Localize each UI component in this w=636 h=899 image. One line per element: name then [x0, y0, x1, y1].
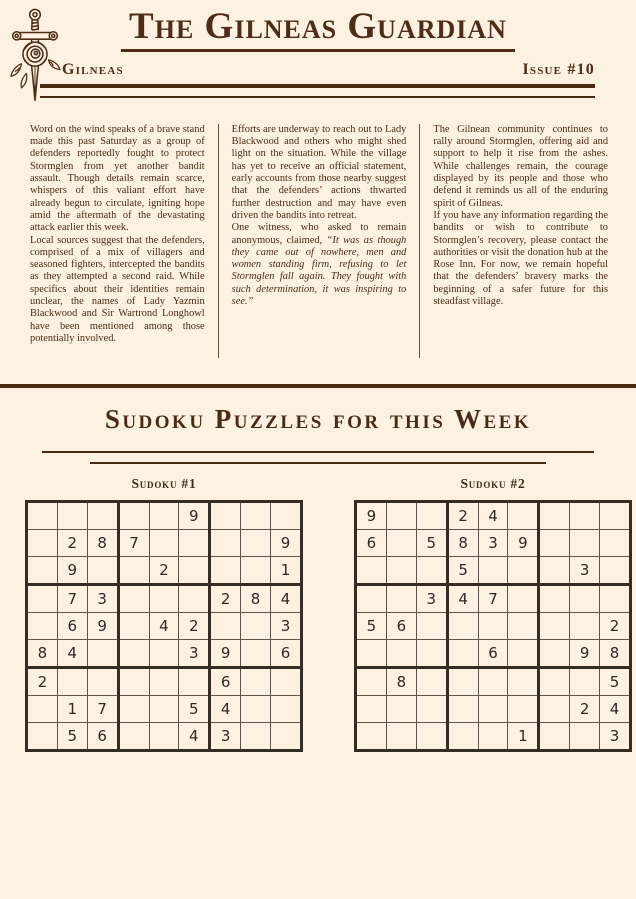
- sudoku-cell: 5: [356, 612, 387, 639]
- sudoku-cell: [149, 667, 179, 695]
- sudoku-cell: [149, 695, 179, 722]
- sudoku-cell: [447, 639, 478, 667]
- sudoku-cell: [241, 639, 271, 667]
- sudoku-cell: [386, 722, 416, 750]
- sudoku-cell: 8: [241, 584, 271, 612]
- sudoku-cell: [508, 695, 539, 722]
- sudoku-cell: [356, 556, 387, 584]
- sudoku-cell: [539, 529, 570, 556]
- sudoku-cell: [600, 584, 631, 612]
- sudoku-cell: 6: [478, 639, 508, 667]
- sudoku-1-label: Sudoku #1: [131, 475, 197, 491]
- sudoku-cell: [57, 667, 87, 695]
- sudoku-cell: [508, 612, 539, 639]
- article-column-2: [218, 124, 420, 358]
- sudoku-cell: [478, 722, 508, 750]
- masthead: [0, 0, 636, 98]
- sudoku-cell: [416, 501, 447, 529]
- sudoku-cell: [118, 722, 149, 750]
- sudoku-cell: [241, 695, 271, 722]
- sudoku-cell: 4: [149, 612, 179, 639]
- dagger-rose-icon: [6, 6, 64, 108]
- sudoku-cell: [570, 501, 600, 529]
- sudoku-cell: 4: [478, 501, 508, 529]
- sudoku-cell: [600, 556, 631, 584]
- sudoku-cell: 7: [87, 695, 118, 722]
- sudoku-cell: [386, 529, 416, 556]
- sudoku-cell: [447, 695, 478, 722]
- sudoku-cell: [241, 612, 271, 639]
- sudoku-cell: 2: [179, 612, 210, 639]
- sudoku-cell: 5: [57, 722, 87, 750]
- sudoku-puzzle-2: [354, 476, 632, 752]
- paper-title: The Gilneas Guardian: [121, 8, 515, 52]
- sudoku-cell: [570, 529, 600, 556]
- sudoku-cell: [356, 639, 387, 667]
- sudoku-cell: 1: [271, 556, 302, 584]
- sudoku-cell: 7: [57, 584, 87, 612]
- sudoku-cell: 2: [57, 529, 87, 556]
- sudoku-cell: [386, 639, 416, 667]
- sudoku-cell: [271, 501, 302, 529]
- sudoku-cell: [210, 612, 241, 639]
- sudoku-cell: [478, 695, 508, 722]
- witness-quote: “It was as though they came out of nowhere, men and women standing firm, refusing to let Stormglen fall again. They fought with such determination, it was inspiring to see.”: [231, 234, 407, 307]
- sudoku-cell: [118, 556, 149, 584]
- sudoku-cell: [241, 556, 271, 584]
- sudoku-cell: [118, 695, 149, 722]
- sudoku-cell: [210, 556, 241, 584]
- sudoku-cell: 2: [149, 556, 179, 584]
- sudoku-cell: [210, 501, 241, 529]
- sudoku-cell: 7: [118, 529, 149, 556]
- sudoku-cell: 4: [179, 722, 210, 750]
- masthead-location: Gilneas: [62, 60, 124, 78]
- sudoku-cell: 3: [87, 584, 118, 612]
- sudoku-cell: [386, 695, 416, 722]
- sudoku-cell: 1: [508, 722, 539, 750]
- sudoku-cell: [149, 584, 179, 612]
- sudoku-cell: 3: [271, 612, 302, 639]
- sudoku-cell: 4: [447, 584, 478, 612]
- sudoku-cell: [416, 695, 447, 722]
- sudoku-cell: [118, 612, 149, 639]
- sudoku-cell: 8: [386, 667, 416, 695]
- sudoku-cell: [179, 529, 210, 556]
- sudoku-cell: 9: [508, 529, 539, 556]
- sudoku-cell: 9: [271, 529, 302, 556]
- sudoku-cell: 8: [447, 529, 478, 556]
- sudoku-cell: [356, 695, 387, 722]
- masthead-rule-thin: [40, 96, 595, 98]
- sudoku-cell: [478, 667, 508, 695]
- sudoku-cell: [87, 556, 118, 584]
- sudoku-cell: [386, 584, 416, 612]
- sudoku-cell: 5: [416, 529, 447, 556]
- sudoku-cell: [271, 722, 302, 750]
- sudoku-cell: 9: [210, 639, 241, 667]
- sudoku-cell: 4: [271, 584, 302, 612]
- sudoku-cell: [508, 584, 539, 612]
- sudoku-cell: [508, 667, 539, 695]
- sudoku-cell: 3: [210, 722, 241, 750]
- sudoku-cell: 8: [600, 639, 631, 667]
- sudoku-cell: [356, 722, 387, 750]
- sudoku-cell: [149, 501, 179, 529]
- sudoku-cell: [356, 584, 387, 612]
- sudoku-cell: [271, 667, 302, 695]
- sudoku-cell: 5: [447, 556, 478, 584]
- sudoku-cell: [539, 639, 570, 667]
- sudoku-cell: 6: [271, 639, 302, 667]
- sudoku-cell: [27, 501, 58, 529]
- sudoku-cell: 6: [356, 529, 387, 556]
- sudoku-cell: 7: [478, 584, 508, 612]
- sudoku-cell: [508, 556, 539, 584]
- masthead-rule-thick: [40, 84, 595, 88]
- sudoku-cell: [416, 639, 447, 667]
- masthead-issue: Issue #10: [522, 60, 595, 78]
- sudoku-cell: [118, 584, 149, 612]
- sudoku-cell: [149, 529, 179, 556]
- sudoku-cell: [478, 612, 508, 639]
- sudoku-cell: [539, 667, 570, 695]
- sudoku-cell: [447, 612, 478, 639]
- sudoku-cell: [600, 529, 631, 556]
- sudoku-cell: 3: [570, 556, 600, 584]
- sudoku-cell: [241, 667, 271, 695]
- sudoku-cell: [87, 501, 118, 529]
- sudoku-cell: [210, 529, 241, 556]
- sudoku-cell: 4: [210, 695, 241, 722]
- sudoku-title-rule-2: [90, 462, 546, 464]
- sudoku-cell: 9: [57, 556, 87, 584]
- sudoku-cell: [149, 722, 179, 750]
- sudoku-cell: [27, 556, 58, 584]
- sudoku-cell: 2: [447, 501, 478, 529]
- sudoku-cell: [416, 722, 447, 750]
- sudoku-section-title: Sudoku Puzzles for this Week: [104, 403, 532, 434]
- sudoku-cell: 3: [478, 529, 508, 556]
- article-paragraph: Efforts are underway to reach out to Lady Blackwood and others who might shed light on the situation. While the village has yet to receive an official statement, early accounts from those nearby suggest that the defenders’ actions thwarted further destruction and may have even driven the bandits into retreat.: [231, 123, 407, 221]
- sudoku-grid-2: [354, 500, 632, 752]
- sudoku-cell: 6: [386, 612, 416, 639]
- sudoku-cell: [539, 501, 570, 529]
- article-paragraph: Local sources suggest that the defenders, comprised of a mix of villagers and seasoned fighters, intercepted the bandits as they attempted a second raid. While specifics about their identities remain unclear, the names of Lady Yazmin Blackwood and Sir Wartrond Longhowl have been mentioned among those potentially involved.: [30, 234, 205, 344]
- sudoku-cell: [570, 584, 600, 612]
- sudoku-cell: 4: [57, 639, 87, 667]
- article-paragraph: The Gilnean community continues to rally around Stormglen, offering aid and support to help it rise from the ashes. While challenges remain, the courage displayed by its people and those who defend it reminds us all of the enduring spirit of Gilneas.: [433, 123, 609, 209]
- sudoku-cell: [570, 612, 600, 639]
- sudoku-cell: [416, 556, 447, 584]
- sudoku-cell: [271, 695, 302, 722]
- sudoku-cell: [478, 556, 508, 584]
- article-paragraph: Word on the wind speaks of a brave stand made this past Saturday as a group of defenders reportedly fought to protect Stormglen from yet another bandit assault. Though details remain scarce, whispers of this valiant effort have already begun to circulate, igniting hope amid the aftermath of the devastating attack earlier this week.: [30, 123, 205, 234]
- sudoku-cell: [539, 612, 570, 639]
- sudoku-cell: 2: [27, 667, 58, 695]
- sudoku-cell: [27, 722, 58, 750]
- sudoku-title-rule-1: [42, 451, 594, 453]
- sudoku-cell: [27, 612, 58, 639]
- articles-section: [26, 124, 610, 358]
- sudoku-cell: 2: [600, 612, 631, 639]
- sudoku-cell: [241, 722, 271, 750]
- sudoku-cell: [416, 667, 447, 695]
- sudoku-cell: 9: [87, 612, 118, 639]
- sudoku-cell: 2: [210, 584, 241, 612]
- article-paragraph: If you have any information regarding the bandits or wish to contribute to Stormglen’s recovery, please contact the authorities or visit the donation hub at the Rose Inn. For now, we remain hopeful that the defenders’ bravery marks the beginning of a safer future for this steadfast village.: [433, 209, 609, 307]
- sudoku-cell: [27, 584, 58, 612]
- sudoku-cell: [241, 529, 271, 556]
- sudoku-cell: [570, 722, 600, 750]
- witness-lead-text: One witness, who asked to remain anonymous, claimed,: [231, 222, 407, 246]
- sudoku-cell: [539, 695, 570, 722]
- sudoku-cell: [539, 584, 570, 612]
- sudoku-cell: 5: [179, 695, 210, 722]
- sudoku-cell: [27, 695, 58, 722]
- paper-title-wrap: [0, 8, 636, 52]
- sudoku-cell: 3: [179, 639, 210, 667]
- sudoku-cell: [57, 501, 87, 529]
- sudoku-cell: 9: [356, 501, 387, 529]
- sudoku-cell: [118, 639, 149, 667]
- sudoku-cell: [447, 667, 478, 695]
- sudoku-cell: [149, 639, 179, 667]
- sudoku-cell: [447, 722, 478, 750]
- article-paragraph: [232, 222, 407, 308]
- sudoku-grid-1: [25, 500, 303, 752]
- sudoku-cell: [508, 501, 539, 529]
- sudoku-puzzles-row: [0, 476, 636, 752]
- sudoku-cell: 3: [416, 584, 447, 612]
- sudoku-cell: 9: [570, 639, 600, 667]
- sudoku-puzzle-1: [25, 476, 303, 752]
- sudoku-cell: 3: [600, 722, 631, 750]
- sudoku-cell: 1: [57, 695, 87, 722]
- article-column-1: [26, 124, 218, 358]
- sudoku-cell: 6: [87, 722, 118, 750]
- sudoku-cell: [87, 639, 118, 667]
- sudoku-cell: [118, 667, 149, 695]
- sudoku-section: [0, 384, 636, 752]
- sudoku-cell: [600, 501, 631, 529]
- sudoku-cell: [179, 667, 210, 695]
- sudoku-cell: 5: [600, 667, 631, 695]
- masthead-row: [62, 61, 595, 79]
- sudoku-cell: 8: [27, 639, 58, 667]
- sudoku-cell: [539, 556, 570, 584]
- sudoku-cell: [386, 556, 416, 584]
- sudoku-cell: [570, 667, 600, 695]
- sudoku-cell: [241, 501, 271, 529]
- section-divider-rule: [0, 384, 636, 388]
- sudoku-cell: [356, 667, 387, 695]
- sudoku-cell: [539, 722, 570, 750]
- sudoku-cell: 6: [57, 612, 87, 639]
- sudoku-cell: 4: [600, 695, 631, 722]
- sudoku-cell: [27, 529, 58, 556]
- article-column-3: [419, 124, 610, 358]
- sudoku-cell: [118, 501, 149, 529]
- sudoku-cell: [508, 639, 539, 667]
- sudoku-cell: [87, 667, 118, 695]
- sudoku-cell: [386, 501, 416, 529]
- sudoku-cell: 6: [210, 667, 241, 695]
- sudoku-cell: 2: [570, 695, 600, 722]
- sudoku-2-label: Sudoku #2: [460, 475, 526, 491]
- sudoku-cell: 9: [179, 501, 210, 529]
- sudoku-cell: [179, 556, 210, 584]
- sudoku-cell: [416, 612, 447, 639]
- sudoku-cell: 8: [87, 529, 118, 556]
- sudoku-cell: [179, 584, 210, 612]
